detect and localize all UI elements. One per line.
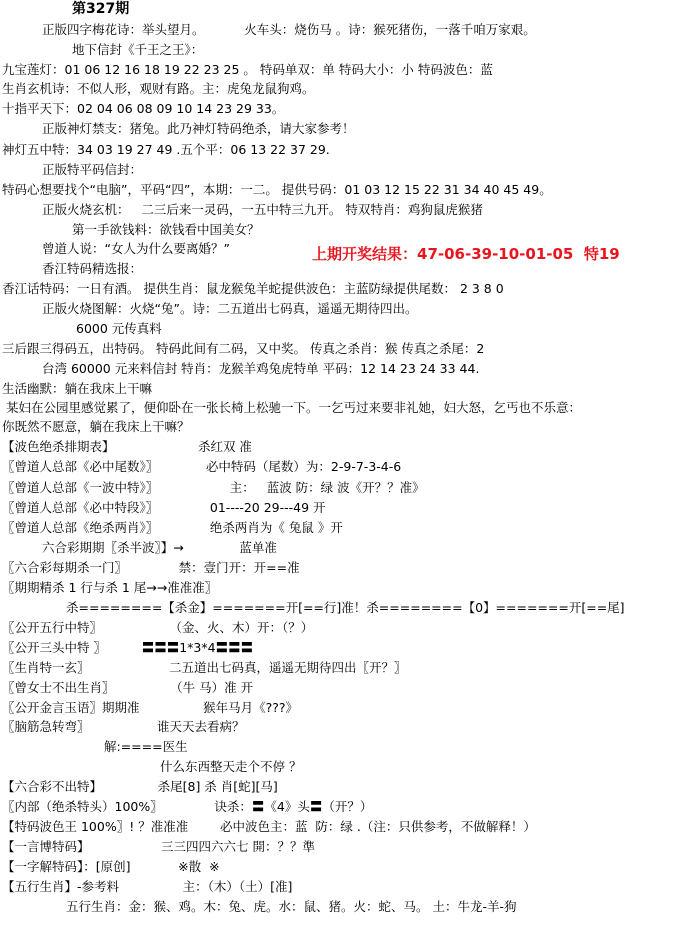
text-line: 正版火烧图解：火烧“兔”。诗：二五道出七码真，遥遥无期待四出。	[42, 301, 418, 316]
text-line: 九宝莲灯：01 06 12 16 18 19 22 23 25 。 特码单双：单 特码大小：小 特码波色：蓝	[2, 62, 493, 77]
text-line: 五行生肖：金：猴、鸡。木：兔、虎。水：鼠、猪。火：蛇、马。 土：牛龙-羊-狗	[66, 899, 517, 914]
text-line: 【六合彩不出特】 杀尾[8] 杀 肖[蛇][马]	[2, 779, 278, 794]
text-line: 〖内部（绝杀特头）100%〗 诀杀：〓《4》头〓（开？）	[2, 799, 373, 814]
text-line: 〖公开五行中特〗 （金、火、木）开：（？）	[2, 620, 314, 635]
text-line: 生活幽默：躺在我床上干嘛	[2, 381, 153, 396]
text-line: 〖公开金言玉语〗期期准 猴年马月《???》	[2, 700, 298, 715]
text-line: 【特码波色王 100%〗! ？准准准 必中波色主：蓝 防：绿 .（注：只供参考，不做解释！）	[2, 819, 536, 834]
text-line: 杀========【杀金】=======开[==行]准！杀========【0】=======开[==尾]	[66, 600, 625, 615]
text-line: 神灯五中特：34 03 19 27 49 .五个平：06 13 22 37 29.	[2, 142, 330, 157]
text-line: 地下信封《千王之王》：	[72, 42, 204, 57]
text-line: 〖生肖特一玄〗 二五道出七码真，遥遥无期待四出〖开？〗	[2, 660, 407, 675]
text-line: 你既然不愿意，躺在我床上干嘛？	[2, 419, 190, 434]
text-line: 〖期期精杀 1 行与杀 1 尾→→准准准〗	[2, 580, 218, 595]
text-line: 第一手欲钱料：欲钱看中国美女？	[72, 222, 260, 237]
text-line: 香江特码精选报：	[42, 261, 143, 276]
text-line: 〖曾女士不出生肖〗 （牛 马）准 开	[2, 680, 254, 695]
text-line: 正版四字梅花诗：举头望月。 火车头：烧伤马 。诗：猴死猪伤，一落千咱万家艰。	[42, 22, 536, 37]
text-line: 什么东西整天走个不停 ？	[160, 759, 302, 774]
text-line: 6000 元传真料	[76, 321, 162, 336]
text-line: 〖公开三头中特 〗 〓〓〓1*3*4〓〓〓	[2, 640, 254, 655]
text-line: 【波色绝杀排期表】 杀红双 准	[2, 439, 252, 454]
text-line: 六合彩期期〖杀半波〗】→ 蓝单准	[42, 540, 277, 555]
text-line: 〖六合彩每期杀一门〗 禁：壹门开：开==准	[2, 560, 300, 575]
text-line: 〖曾道人总部《绝杀两肖》〗 绝杀两肖为《 兔鼠 》开	[2, 520, 343, 535]
text-line: 正版特平码信封：	[42, 162, 143, 177]
text-line: 生肖玄机诗：不似人形，观财有路。主：虎兔龙鼠狗鸡。	[2, 81, 315, 96]
text-line: 〖曾道人总部《一波中特》〗 主： 蓝波 防：绿 波《开？？准》	[2, 480, 425, 495]
text-line: 香江话特码：一日有酒。 提供生肖：鼠龙猴兔羊蛇提供波色：主蓝防绿提供尾数： 2 3 8 0	[2, 281, 504, 296]
text-line: 【一字解特码】：[原创] ※散 ※	[2, 859, 220, 874]
text-line: 三后跟三得码五，出特码。 特码此间有二码，又中奖。 传真之杀肖：猴 传真之杀尾：2	[2, 341, 485, 356]
text-line: 正版火烧玄机： 二三后来一灵码，一五中特三九开。 特双特肖：鸡狗鼠虎猴猪	[42, 202, 483, 217]
text-line: 特码心想要找个“电脑”，平码“四”，本期：一二。 提供号码：01 03 12 15 22 31 34 40 45 49。	[2, 182, 552, 197]
text-line: 台湾 60000 元来料信封 特肖：龙猴羊鸡兔虎特单 平码：12 14 23 24 33 44.	[42, 361, 480, 376]
text-line: 【一言博特码】 三三四四六六七 開：？？準	[2, 839, 315, 854]
text-line: 解:====医生	[104, 739, 188, 754]
lottery-result: 上期开奖结果：47-06-39-10-01-05 特19	[312, 245, 620, 263]
text-line: 〖脑筋急转弯〗 谁天天去看病？	[2, 719, 245, 734]
text-line: 〖曾道人总部《必中特段》〗 01----20 29---49 开	[2, 500, 326, 515]
title: 第327期	[72, 1, 130, 17]
text-line: 某妇在公园里感觉累了，便仰卧在一张长椅上松驰一下。一乞丐过来要非礼她，妇大怒，乞丐也不乐意：	[2, 400, 581, 415]
text-line: 曾道人说：“女人为什么要离婚？”	[42, 241, 230, 256]
text-line: 【五行生肖】-参考料 主：（木）（土）[准]	[2, 879, 293, 894]
text-line: 正版神灯禁支：猪兔。此乃神灯特码绝杀，请大家参考！	[42, 121, 355, 136]
text-line: 十指平天下：02 04 06 08 09 10 14 23 29 33。	[2, 101, 285, 116]
text-line: 〖曾道人总部《必中尾数》〗 必中特码（尾数）为：2-9-7-3-4-6	[2, 459, 402, 474]
